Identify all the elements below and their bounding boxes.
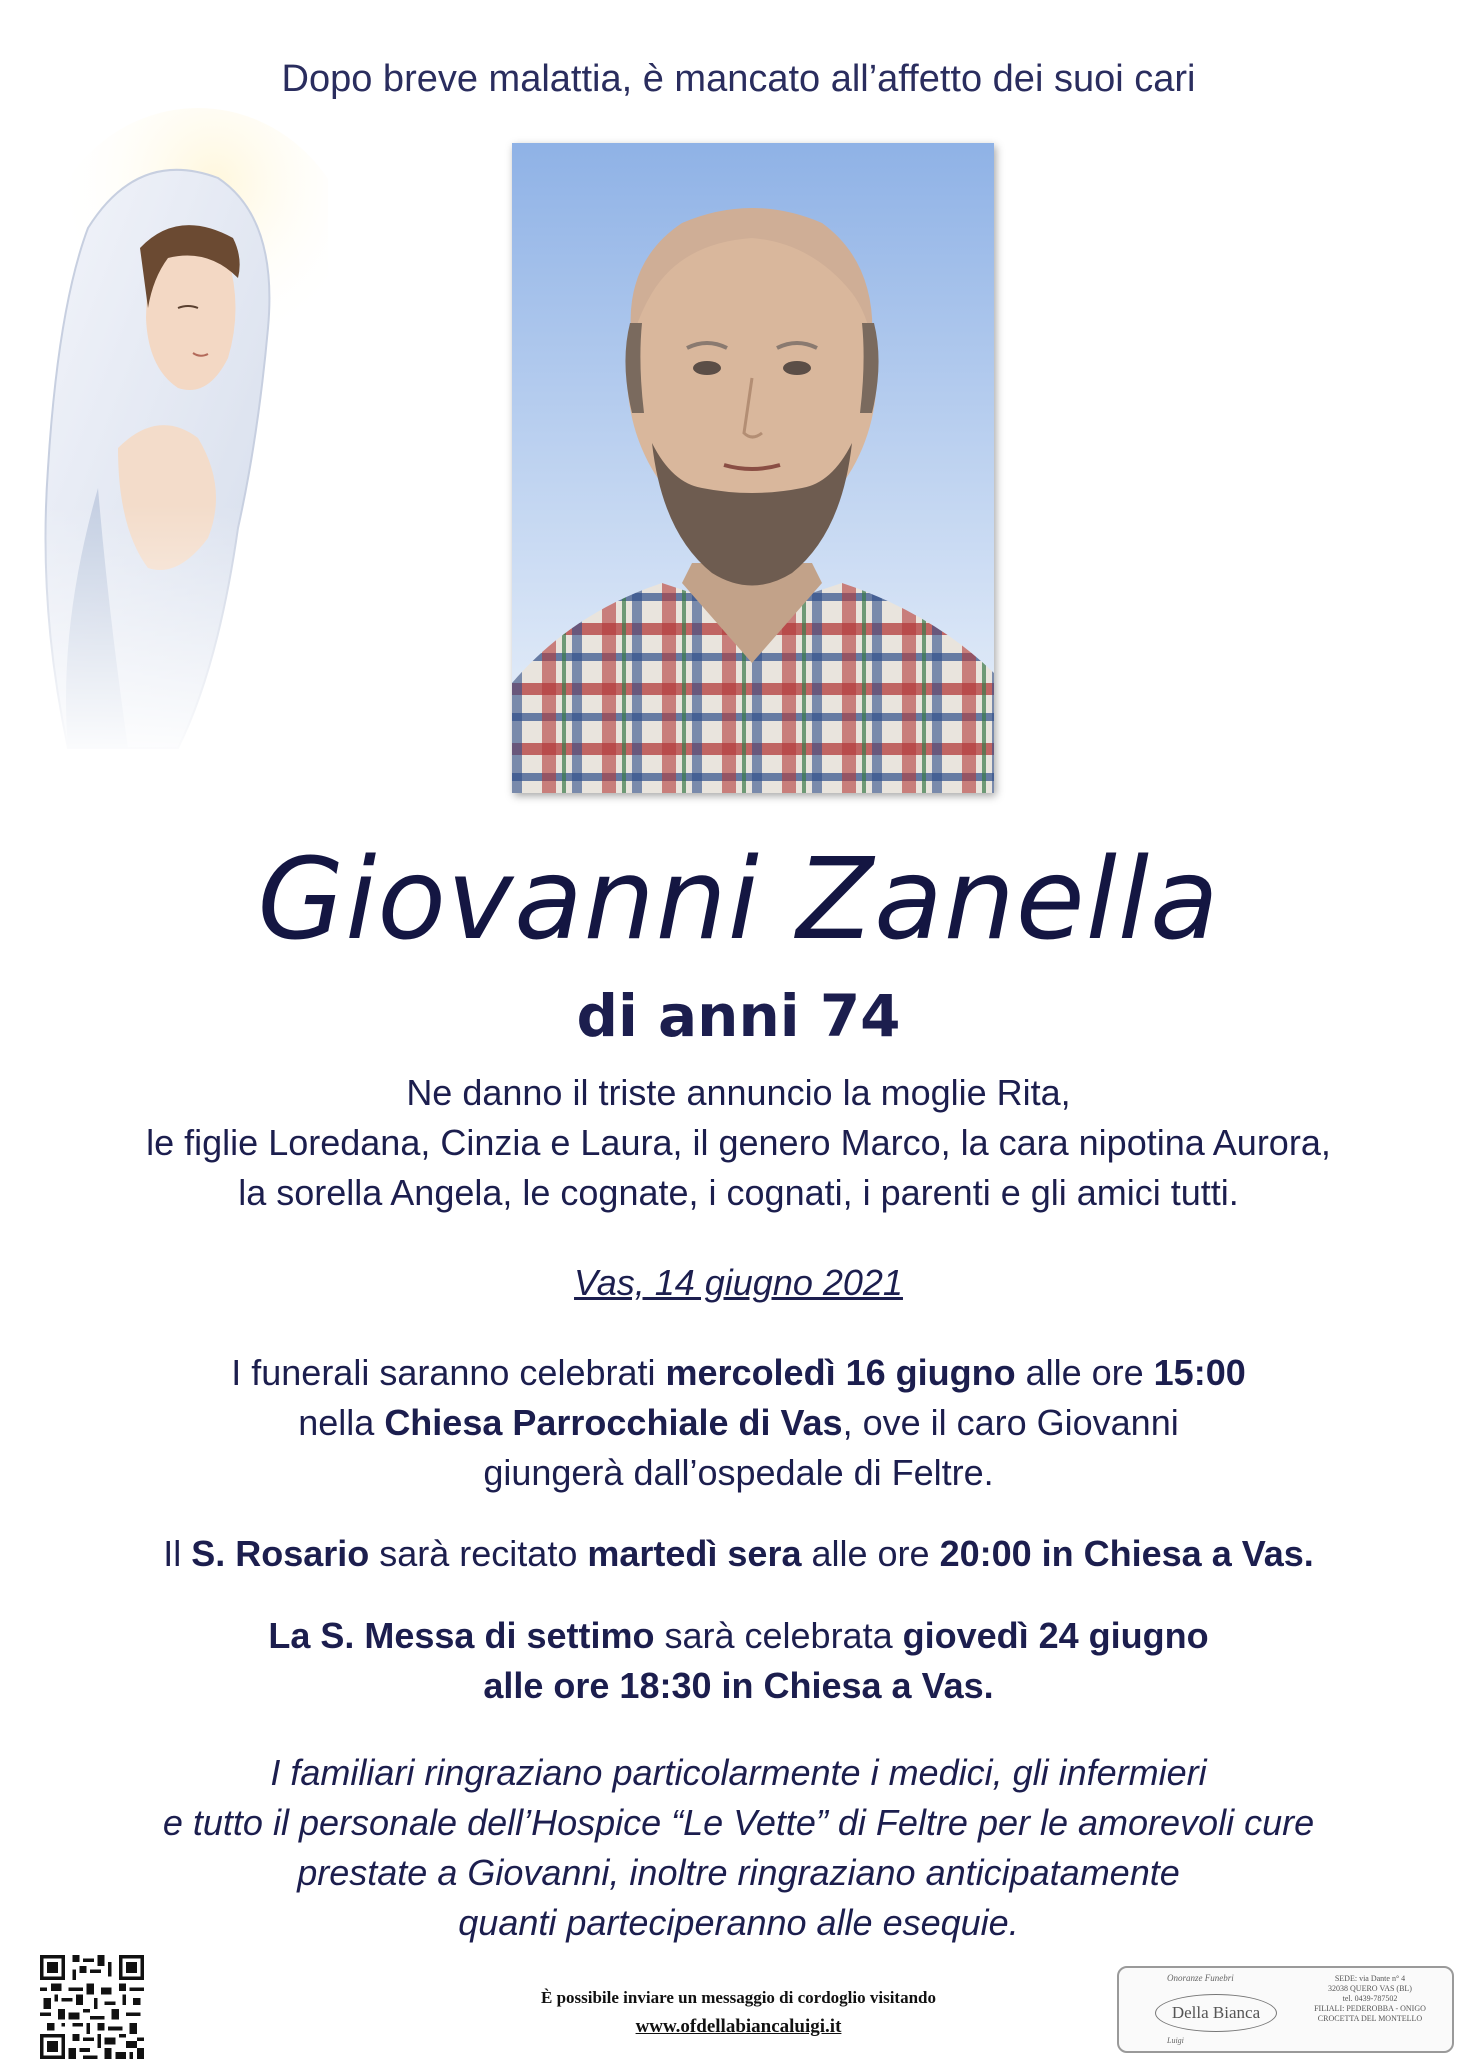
mass-date: giovedì 24 giugno [902, 1615, 1209, 1656]
intro-text: Dopo breve malattia, è mancato all’affetto dei suoi cari [281, 58, 1196, 100]
funeral-line: giungerà dall’ospedale di Feltre. [483, 1452, 994, 1493]
funeral-line [0, 1352, 1477, 1394]
logo-info-line: SEDE: via Dante n° 4 [1334, 1974, 1406, 1983]
logo-luigi: Luigi [1167, 2036, 1184, 2045]
funeral-church: Chiesa Parrocchiale di Vas [384, 1402, 843, 1443]
logo-info-line: 32038 QUERO VAS (BL) [1328, 1984, 1412, 1993]
condolence-link[interactable]: www.ofdellabiancaluigi.it [635, 2016, 842, 2037]
rosary-text: alle ore [801, 1533, 940, 1574]
logo-info-line: CROCETTA DEL MONTELLO [1317, 2014, 1423, 2023]
funeral-text: alle ore [1015, 1352, 1154, 1393]
virgin-mary-image [28, 108, 328, 768]
funeral-text: nella [298, 1402, 385, 1443]
announcement-line: le figlie Loredana, Cinzia e Laura, il genero Marco, la cara nipotina Aurora, [146, 1122, 1331, 1163]
logo-info-line: FILIALI: PEDEROBBA - ONIGO [1314, 2004, 1426, 2013]
deceased-age: di anni 74 [576, 982, 901, 1050]
mass-text: sarà celebrata [654, 1615, 903, 1656]
funeral-text: I funerali saranno celebrati [231, 1352, 666, 1393]
deceased-name: Giovanni Zanella [257, 835, 1220, 965]
logo-info [1289, 1974, 1451, 2024]
announcement-line: la sorella Angela, le cognate, i cognati, i parenti e gli amici tutti. [238, 1172, 1239, 1213]
logo-top-label: Onoranze Funebri [1167, 1973, 1234, 1983]
mass-time-place: alle ore 18:30 in Chiesa a Vas. [483, 1665, 994, 1706]
funeral-home-logo [1117, 1966, 1454, 2053]
rosary-line [0, 1533, 1477, 1575]
condolence-text: È possibile inviare un messaggio di cordoglio visitando [540, 1988, 936, 2007]
funeral-time: 15:00 [1153, 1352, 1246, 1393]
thanks-line: e tutto il personale dell’Hospice “Le Vette” di Feltre per le amorevoli cure [162, 1802, 1315, 1843]
rosary-text: Il [163, 1533, 192, 1574]
place-date: Vas, 14 giugno 2021 [574, 1262, 903, 1303]
thanks-line: prestate a Giovanni, inoltre ringraziano anticipatamente [297, 1852, 1180, 1893]
mass-line [0, 1615, 1477, 1657]
funeral-date: mercoledì 16 giugno [665, 1352, 1016, 1393]
mass-line [0, 1665, 1477, 1707]
thanks-line: quanti parteciperanno alle esequie. [458, 1902, 1019, 1943]
mass-title: La S. Messa di settimo [268, 1615, 655, 1656]
announcement-line: Ne danno il triste annuncio la moglie Rita, [406, 1072, 1071, 1113]
logo-info-line: tel. 0439-787502 [1342, 1994, 1398, 2003]
rosary-day: martedì sera [587, 1533, 802, 1574]
rosary-text: sarà recitato [369, 1533, 588, 1574]
funeral-text: , ove il caro Giovanni [842, 1402, 1179, 1443]
rosary-time-place: 20:00 in Chiesa a Vas. [939, 1533, 1314, 1574]
portrait-photo [512, 143, 994, 793]
rosary-title: S. Rosario [191, 1533, 370, 1574]
logo-brand [1155, 1994, 1277, 2032]
funeral-line [0, 1402, 1477, 1444]
thanks-line: I familiari ringraziano particolarmente i medici, gli infermieri [270, 1752, 1207, 1793]
logo-brand-text: Della Bianca [1171, 2003, 1261, 2022]
